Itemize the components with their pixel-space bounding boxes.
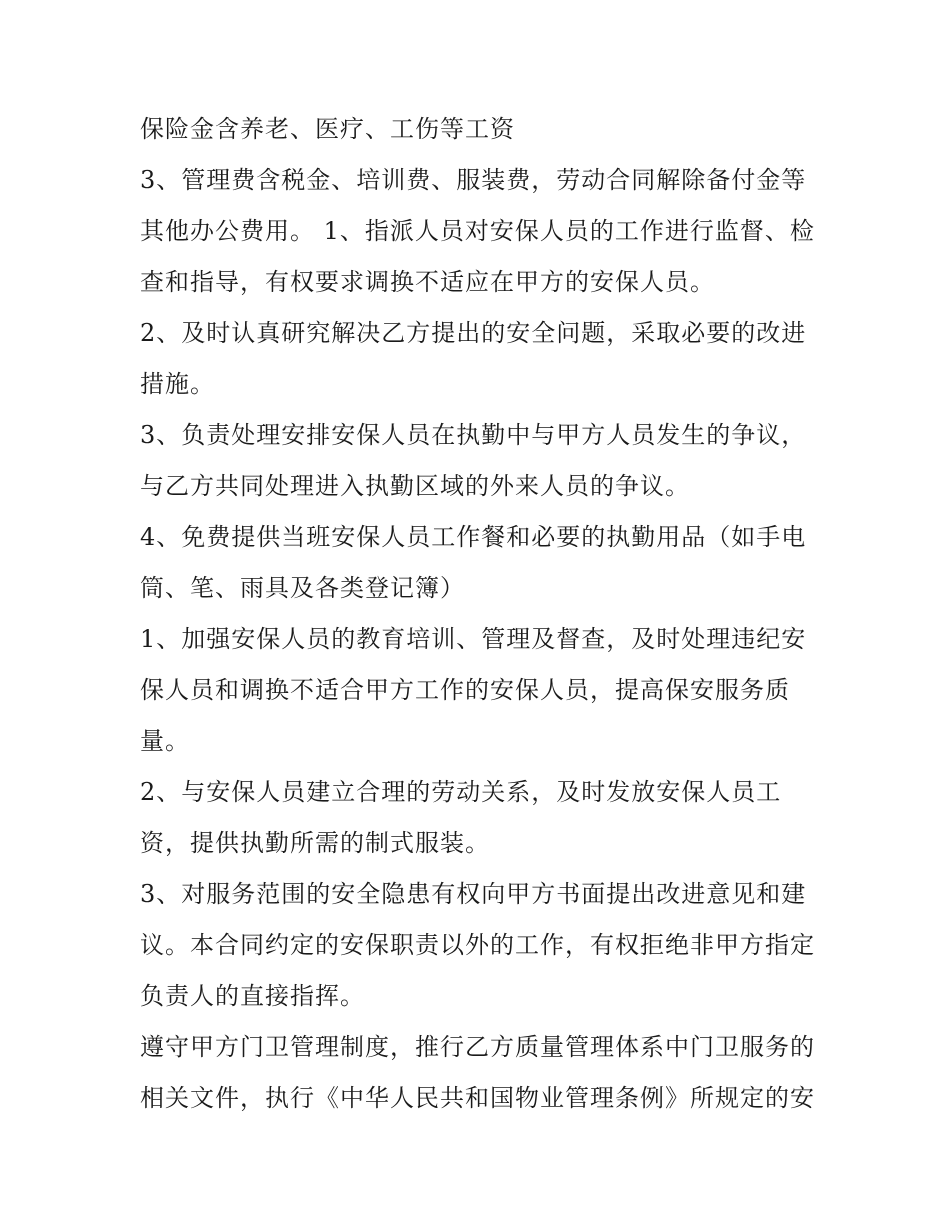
text-line: 2、与安保人员建立合理的劳动关系，及时发放安保人员工 [140, 778, 782, 806]
text-line: 措施。 [140, 370, 215, 398]
text-line: 筒、笔、雨具及各类登记簿） [140, 574, 465, 602]
text-line: 查和指导，有权要求调换不适应在甲方的安保人员。 [140, 268, 715, 296]
document-body [140, 104, 830, 1124]
text-line: 负责人的直接指挥。 [140, 982, 365, 1010]
text-line: 3、负责处理安排安保人员在执勤中与甲方人员发生的争议， [140, 421, 807, 449]
text-line: 2、及时认真研究解决乙方提出的安全问题，采取必要的改进 [140, 319, 807, 347]
text-line: 量。 [140, 727, 190, 755]
text-line: 与乙方共同处理进入执勤区域的外来人员的争议。 [140, 472, 690, 500]
text-line: 议。本合同约定的安保职责以外的工作，有权拒绝非甲方指定 [140, 931, 815, 959]
text-line: 相关文件，执行《中华人民共和国物业管理条例》所规定的安 [140, 1084, 815, 1112]
text-line: 4、免费提供当班安保人员工作餐和必要的执勤用品（如手电 [140, 523, 807, 551]
text-line: 1、加强安保人员的教育培训、管理及督查，及时处理违纪安 [140, 625, 807, 653]
text-line: 3、对服务范围的安全隐患有权向甲方书面提出改进意见和建 [140, 880, 807, 908]
text-line: 遵守甲方门卫管理制度，推行乙方质量管理体系中门卫服务的 [140, 1033, 815, 1061]
text-line: 保险金含养老、医疗、工伤等工资 [140, 115, 515, 143]
text-line: 资，提供执勤所需的制式服装。 [140, 829, 490, 857]
text-line: 其他办公费用。 1、指派人员对安保人员的工作进行监督、检 [140, 217, 815, 245]
text-line: 3、管理费含税金、培训费、服装费，劳动合同解除备付金等 [140, 166, 807, 194]
text-line: 保人员和调换不适合甲方工作的安保人员，提高保安服务质 [140, 676, 790, 704]
